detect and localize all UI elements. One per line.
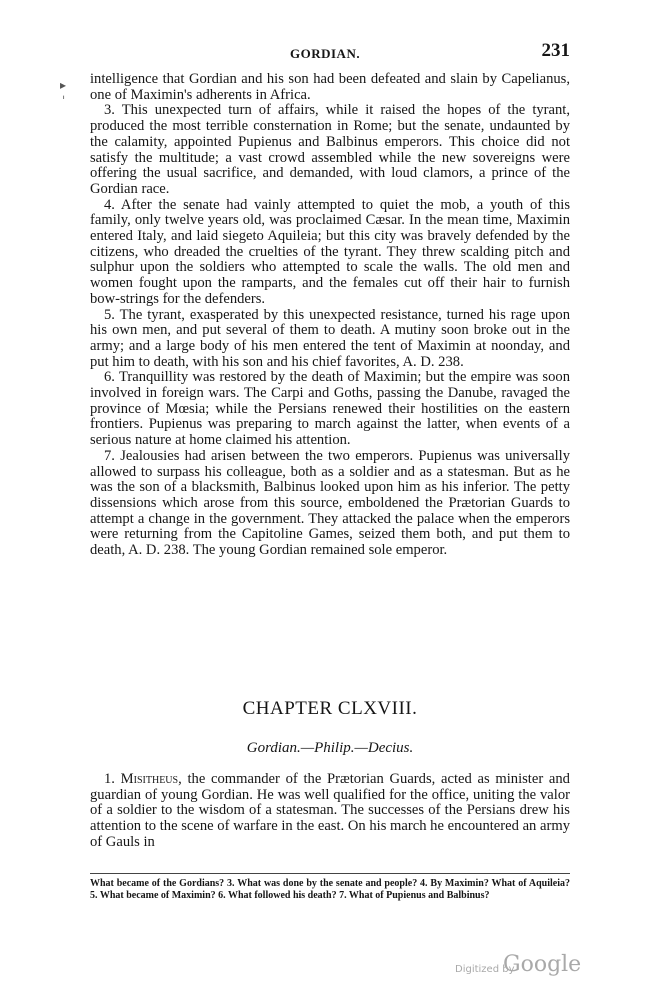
footnote-rule (90, 873, 570, 874)
paragraph-3: 3. This unexpected turn of affairs, while it raised the hopes of the tyrant, produced the most terrible consternation in Rome; but the senate, undaunted by the calamity, appointed Pupienus and Balbinus emperors. This choice did not satisfy the multitude; a vast crowd assembled while the new sovereigns were offering the usual sacrifice, and demanded, with loud clamors, a prince of the Gordian race. (90, 102, 571, 197)
body-text (90, 72, 570, 559)
chapter-title: CHAPTER CLXVIII. (242, 698, 418, 719)
lead-word: Misitheus, (120, 771, 182, 787)
paragraph-4: 4. After the senate had vainly attempted to quiet the mob, a youth of this family, only twelve years old, was proclaimed Cæsar. In the mean time, Maximin entered Italy, and laid siegeto Aquileia; but this city was bravely defended by the citizens, who dreaded the cruelties of the tyrant. They threw scalding pitch and sulphur upon the soldiers who attempted to scale the walls. The old men and women fought upon the ramparts, and the females cut off their hair to furnish bow-strings for the defenders. (90, 196, 570, 307)
page-header (90, 40, 570, 64)
paragraph-6: 6. Tranquillity was restored by the death of Maximin; but the empire was soon involved in foreign wars. The Carpi and Goths, passing the Danube, ravaged the province of Mœsia; while the Persians renewed their hostilities on the eastern frontiers. Pupienus was preparing to march against the latter, when events of a serious nature at home claimed his attention. (90, 369, 570, 449)
watermark-digitized-by: Digitized by (455, 964, 515, 975)
page-number: 231 (541, 40, 570, 61)
watermark (455, 952, 595, 982)
watermark-google-logo: Google (503, 952, 582, 977)
margin-mark: ˈ (62, 94, 66, 108)
running-head: GORDIAN. (290, 46, 361, 61)
paragraph-5: 5. The tyrant, exasperated by this unexpected resistance, turned his rage upon his own men, and put several of them to death. A mutiny soon broke out in the army; and a large body of his men entered the tent of Maximin at noonday, and put him to death, with his son and his chief favorites, A. D. 238. (90, 306, 571, 370)
margin-mark: ▸ (60, 78, 67, 92)
chapter-text (90, 772, 570, 851)
paragraph-continuation: intelligence that Gordian and his son had been defeated and slain by Capelianus, one of Maximin's adherents in Africa. (90, 71, 570, 103)
paragraph-7: 7. Jealousies had arisen between the two emperors. Pupienus was universally allowed to surpass his colleague, both as a soldier and as a statesman. But as he was the son of a blacksmith, Balbinus looked upon him as his inferior. The petty dissensions which arose from this source, emboldened the Prætorian Guards to attempt a change in the government. They attacked the palace when the emperors were returning from the Capitoline Games, seized them both, and put them to death, A. D. 238. The young Gordian remained sole emperor. (90, 447, 570, 559)
footnote-questions: What became of the Gordians? 3. What was done by the senate and people? 4. By Maximin? What of Aquileia? 5. What became of Maximin? 6. What followed his death? 7. What of Pupienus and Balbinus? (90, 878, 570, 901)
chapter-subtitle: Gordian.—Philip.—Decius. (246, 740, 414, 756)
chapter-paragraph-1: 1. Misitheus, the commander of the Prætorian Guards, acted as minister and guardian of young Gordian. He was well qualified for the office, uniting the valor of a soldier to the wisdom of a statesman. The successes of the Persians drew his attention to the scene of warfare in the east. On his march he encountered an army of Gauls in (90, 771, 570, 850)
